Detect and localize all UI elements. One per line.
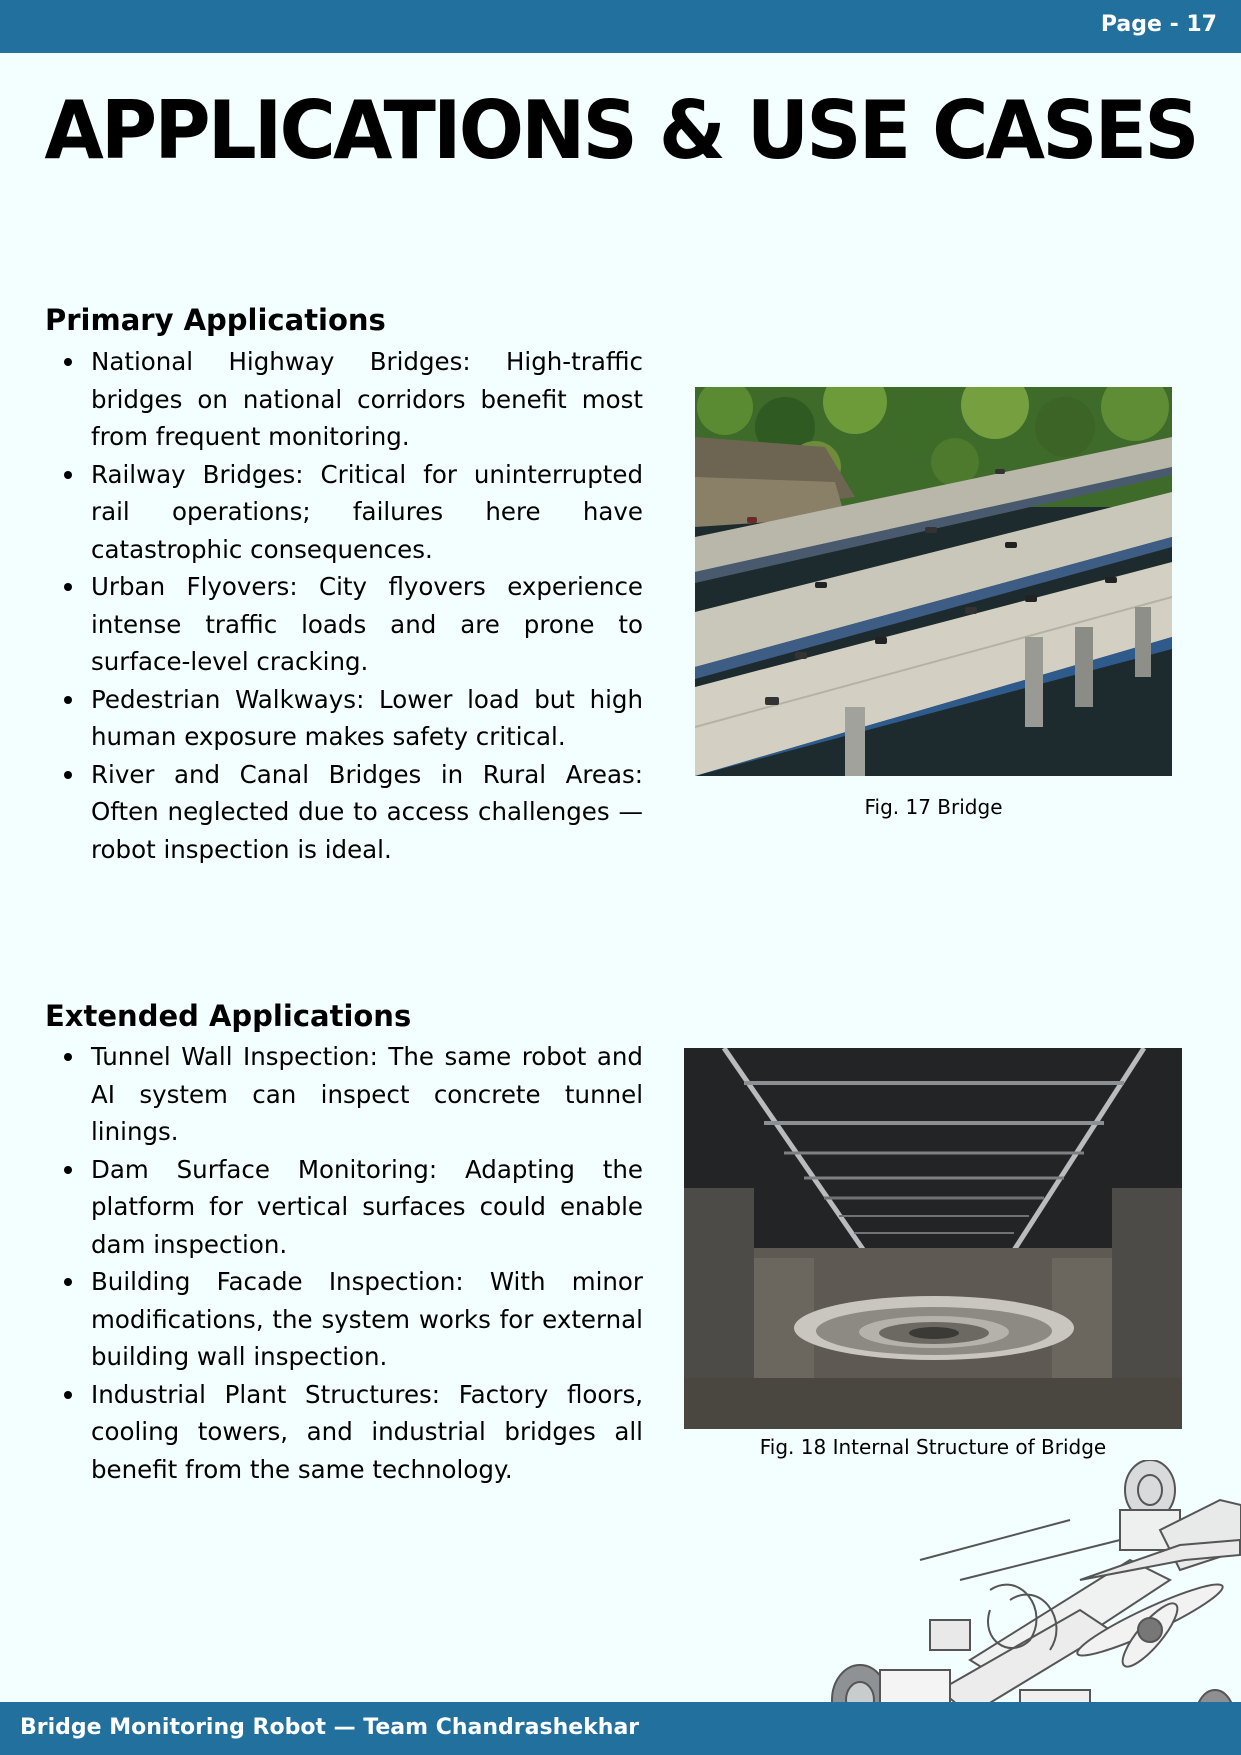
list-item: Building Facade Inspection: With minor modifications, the system works for external building wall inspection. (91, 1263, 643, 1376)
list-item: Railway Bridges: Critical for uninterrupted rail operations; failures here have catastrophic consequences. (91, 456, 643, 569)
figure-18-caption: Fig. 18 Internal Structure of Bridge (759, 1435, 1107, 1459)
list-item: River and Canal Bridges in Rural Areas: Often neglected due to access challenges — robot inspection is ideal. (91, 756, 643, 869)
primary-applications-heading: Primary Applications (45, 303, 386, 337)
list-item: Urban Flyovers: City flyovers experience intense traffic loads and are prone to surface-level cracking. (91, 568, 643, 681)
bridge-interior-illustration (684, 1048, 1182, 1429)
bridge-photo-illustration (695, 387, 1172, 776)
figure-17-caption: Fig. 17 Bridge (864, 795, 1003, 819)
primary-applications-list (45, 343, 643, 868)
bridge-interior-photo (684, 1048, 1182, 1429)
list-item: National Highway Bridges: High-traffic bridges on national corridors benefit most from frequent monitoring. (91, 343, 643, 456)
page-number: Page - 17 (1100, 12, 1217, 37)
list-item: Pedestrian Walkways: Lower load but high human exposure makes safety critical. (91, 681, 643, 756)
page-title: APPLICATIONS & USE CASES (44, 84, 1197, 177)
footer-title: Bridge Monitoring Robot — Team Chandrashekhar (20, 1715, 640, 1740)
list-item: Industrial Plant Structures: Factory floors, cooling towers, and industrial bridges all benefit from the same technology. (91, 1376, 643, 1489)
extended-applications-heading: Extended Applications (45, 999, 412, 1033)
extended-applications-list (45, 1038, 643, 1488)
bridge-photo (695, 387, 1172, 776)
header-bar (0, 0, 1241, 53)
footer-bar (0, 1702, 1241, 1755)
list-item: Tunnel Wall Inspection: The same robot and AI system can inspect concrete tunnel linings. (91, 1038, 643, 1151)
list-item: Dam Surface Monitoring: Adapting the platform for vertical surfaces could enable dam inspection. (91, 1151, 643, 1264)
